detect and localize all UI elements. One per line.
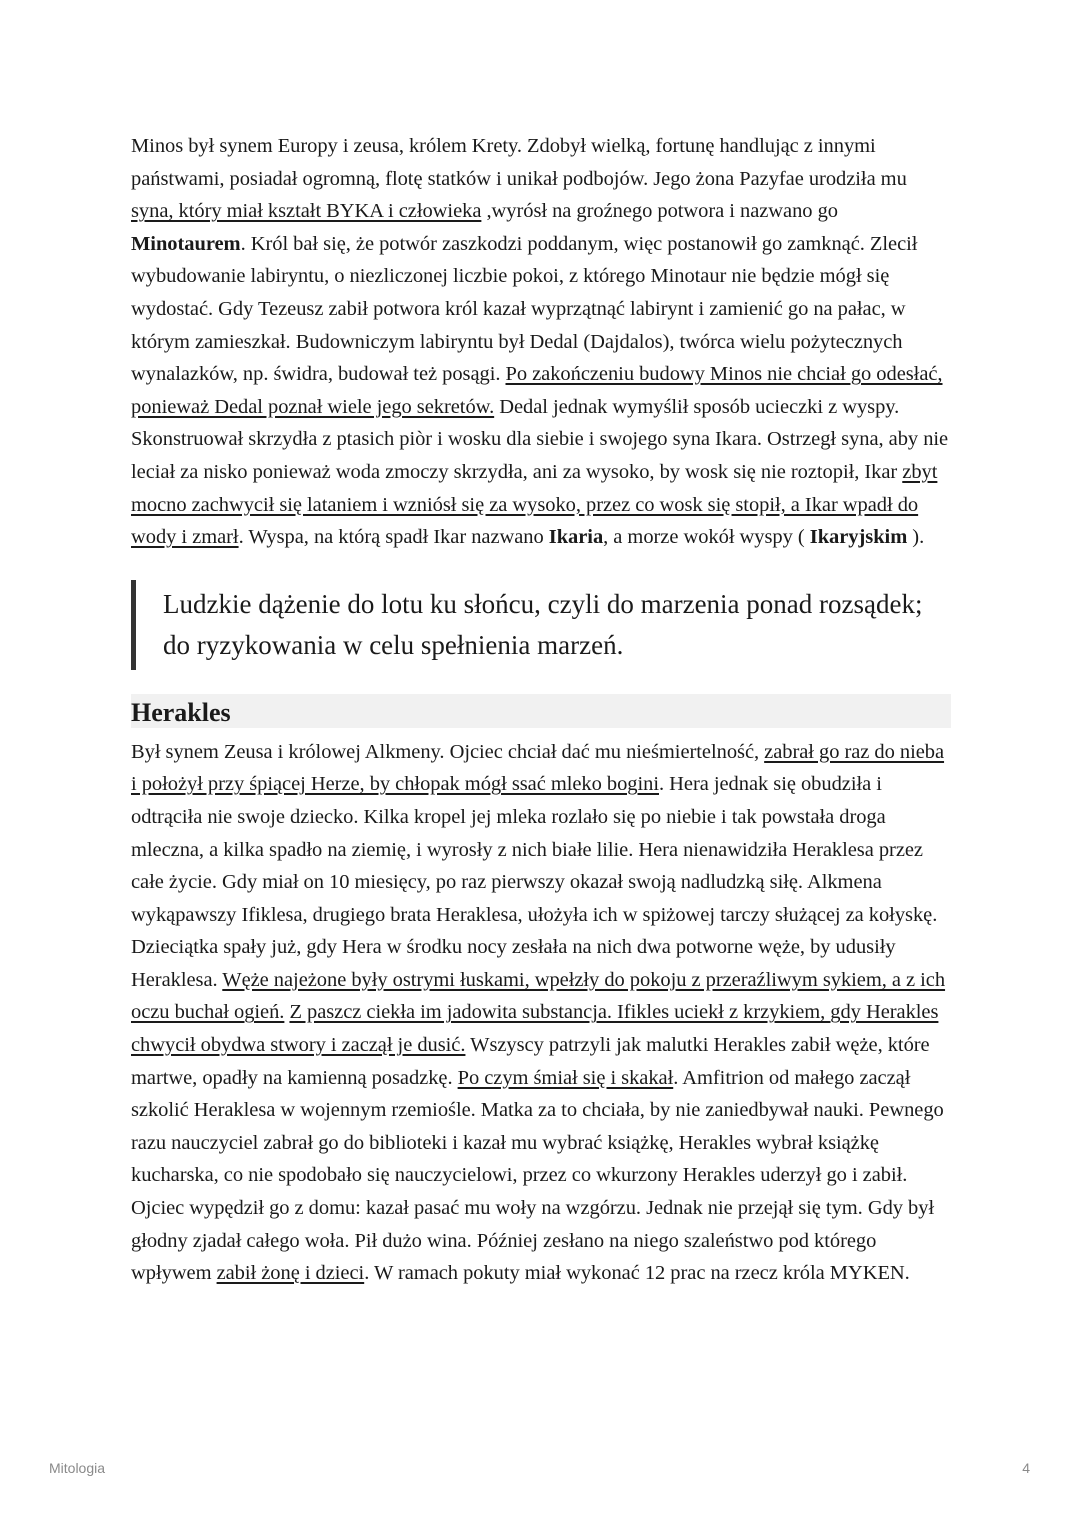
underlined-text: zabił żonę i dzieci <box>216 1262 365 1285</box>
underlined-text: Węże najeżone były ostrymi łuskami, wpełzły do pokoju z przeraźliwym sykiem, a z ich oczu buchał ogień. <box>131 968 946 1024</box>
footer-page-number: 4 <box>1022 1460 1030 1476</box>
text-run: Był synem Zeusa i królowej Alkmeny. Ojciec chciał dać mu nieśmiertelność, <box>131 740 765 763</box>
paragraph-minos-dedal-ikar <box>131 130 951 554</box>
blockquote <box>131 580 951 670</box>
bold-term: Ikaryjskim <box>809 526 908 549</box>
underlined-text: Po zakończeniu budowy Minos nie chciał go odesłać, ponieważ Dedal poznał wiele jego sekretów. <box>131 363 943 418</box>
text-run: , a morze wokół wyspy ( <box>603 526 810 549</box>
text-run: ). <box>907 526 925 549</box>
text-run: Wszyscy patrzyli jak malutki Herakles zabił węże, które martwe, opadły na kamienną posadzkę. <box>131 1034 930 1089</box>
underlined-text: Po czym śmiał się i skakał <box>457 1066 674 1089</box>
text-run: . Król bał się, że potwór zaszkodzi poddanym, więc postanowił go zamknąć. Zlecił wybudowanie labiryntu, o niezliczonej liczbie pokoi, z którego Minotaur nie będzie mógł się wydostać. Gdy Tezeusz zabił potwora król kazał wyprzątnąć labirynt i zamienić go na pałac, w którym zamieszkał. Budowniczym labiryntu był Dedal (Dajdalos), twórca wielu pożytecznych wynalazków, np. świdra, budował też posągi. <box>131 232 918 386</box>
bold-term: Minotaurem <box>131 232 241 255</box>
text-run: . Wyspa, na którą spadł Ikar nazwano <box>238 526 549 549</box>
text-run: . Amfitrion od małego zaczął szkolić Heraklesa w wojennym rzemiośle. Matka za to chciała, by nie zaniedbywał nauki. Pewnego razu nauczyciel zabrał go do biblioteki i kazał mu wybrać książkę, Herakles wybrał książkę kucharska, co nie spodobało się nauczycielowi, przez co wkurzony Herakles uderzył go i zabił. Ojciec wypędził go z domu: kazał pasać mu woły na wzgórzu. Jednak nie przejął się tym. Gdy był głodny zjadał całego woła. Pił dużo wina. Później zesłano na niego szaleństwo pod którego wpływem <box>131 1066 944 1285</box>
footer-document-title: Mitologia <box>49 1460 106 1476</box>
underlined-text: syna, który miał kształt BYKA i człowieka <box>131 200 482 223</box>
blockquote-text: Ludzkie dążenie do lotu ku słońcu, czyli do marzenia ponad rozsądek; do ryzykowania w celu spełnienia marzeń. <box>163 588 923 660</box>
bold-term: Ikaria <box>548 526 604 549</box>
underlined-text: zabrał go raz do nieba i położył przy śpiącej Herze, by chłopak mógł ssać mleko bogini <box>131 740 945 796</box>
text-run: ,wyrósł na groźnego potwora i nazwano go <box>481 200 838 223</box>
text-run: . W ramach pokuty miał wykonać 12 prac na rzecz króla MYKEN. <box>364 1262 910 1285</box>
underlined-text: Z paszcz ciekła im jadowita substancja. Ifikles uciekł z krzykiem, gdy Herakles chwycił obydwa stwory i zaczął je dusić. <box>131 1001 939 1057</box>
text-run: Minos był synem Europy i zeusa, królem Krety. Zdobył wielką, fortunę handlując z innymi państwami, posiadał ogromną, flotę statków i unikał podbojów. Jego żona Pazyfae urodziła mu <box>131 135 907 190</box>
underlined-text: zbyt mocno zachwycił się lataniem i wzniósł się za wysoko, przez co wosk się stopił, a Ikar wpadł do wody i zmarł <box>131 460 938 549</box>
heading-text: Herakles <box>131 697 231 727</box>
section-heading-herakles <box>131 694 951 728</box>
text-run: . Hera jednak się obudziła i odtrąciła nie swoje dziecko. Kilka kropel jej mleka rozlało się po niebie i tak powstała droga mleczna, a kilka spadło na ziemię, i wyrosły z nich białe lilie. Hera nienawidziła Heraklesa przez całe życie. Gdy miał on 10 miesięcy, po raz pierwszy okazał swoją nadludzką siłę. Alkmena wykąpawszy Ifiklesa, drugiego brata Heraklesa, ułożyła ich w spiżowej tarczy służącej za kołyskę. Dzieciątka spały już, gdy Hera w środku nocy zesłała na nich dwa potworne węże, by udusiły Heraklesa. <box>131 773 938 991</box>
document-body <box>131 130 951 1290</box>
text-run: Dedal jednak wymyślił sposób ucieczki z wyspy. Skonstruował skrzydła z ptasich piòr i wosku dla siebie i swojego syna Ikara. Ostrzegł syna, aby nie leciał za nisko ponieważ woda zmoczy skrzydła, ani za wysoko, by wosk się nie roztopił, Ikar <box>131 395 949 483</box>
paragraph-herakles <box>131 736 951 1290</box>
